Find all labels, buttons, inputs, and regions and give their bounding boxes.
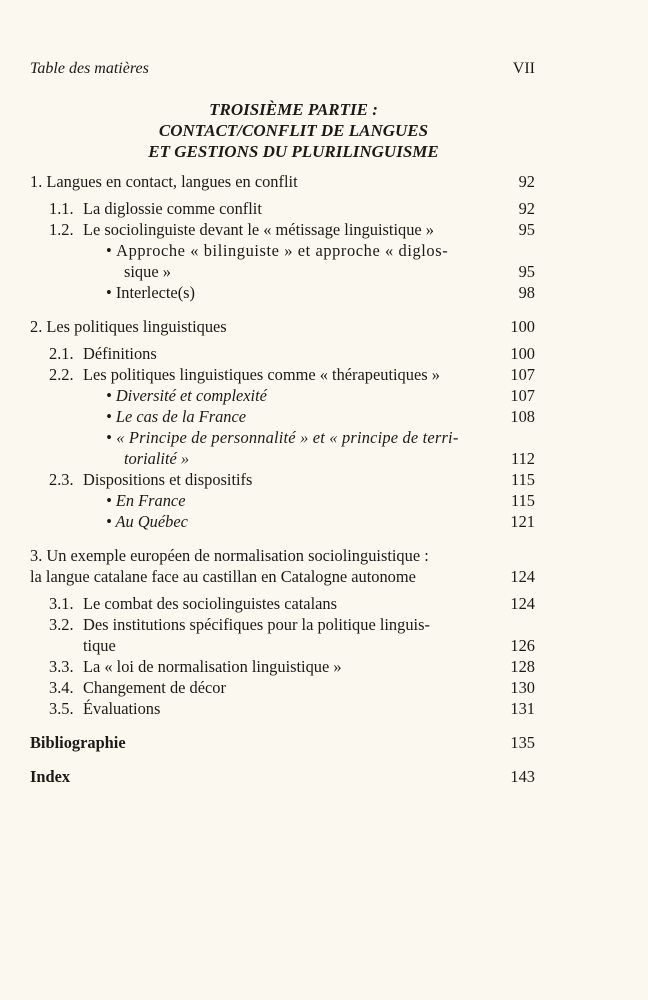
toc-entry-title: 2. Les politiques linguistiques <box>30 317 227 336</box>
toc-bullet-principes <box>30 427 535 448</box>
toc-bullet-au-quebec <box>30 511 535 532</box>
toc-entry-line-2: la langue catalane face au castillan en Catalogne autonome <box>30 567 416 586</box>
toc-section-3-5 <box>30 698 535 719</box>
page-number: VII <box>512 60 535 77</box>
toc-entry-page: 131 <box>510 699 535 718</box>
toc-entry-page: 95 <box>518 220 535 239</box>
toc-entry-line-1: 3. Un exemple européen de normalisation sociolinguistique : <box>30 546 429 565</box>
toc-section-3-3 <box>30 656 535 677</box>
toc-bullet-principes-cont <box>30 448 535 469</box>
toc-entry-page: 107 <box>510 365 535 384</box>
toc-entry-number: 2.1. <box>49 344 74 363</box>
toc-entry-number: 3.2. <box>49 615 74 634</box>
toc-entry-number: 2.3. <box>49 470 74 489</box>
toc-entry-page: 115 <box>511 470 535 489</box>
toc-section-3-4 <box>30 677 535 698</box>
toc-entry-number: 3.5. <box>49 699 74 718</box>
toc-bibliography <box>30 732 535 753</box>
toc-entry-page: 95 <box>518 262 535 281</box>
toc-entry-number: 3.1. <box>49 594 74 613</box>
toc-bullet-en-france <box>30 490 535 511</box>
toc-entry-page: 108 <box>510 407 535 426</box>
toc-entry-page: 128 <box>510 657 535 676</box>
toc-entry-line-2: torialité » <box>124 449 190 468</box>
toc-entry-title: Changement de décor <box>83 678 226 697</box>
toc-entry-number: 2.2. <box>49 365 74 384</box>
toc-bullet-approche <box>30 240 535 261</box>
toc-entry-line-1: • « Principe de personnalité » et « principe de terri- <box>106 428 459 447</box>
toc-entry-title: Le combat des sociolinguistes catalans <box>83 594 337 613</box>
toc-entry-line-1: • Approche « bilinguiste » et approche « diglos- <box>106 241 449 260</box>
part-heading-line-2: CONTACT/CONFLIT DE LANGUES <box>158 121 429 140</box>
toc-bullet-approche-cont <box>30 261 535 282</box>
toc-section-2-3 <box>30 469 535 490</box>
toc-section-3-2 <box>30 614 535 635</box>
toc-entry-title: Évaluations <box>83 699 161 718</box>
toc-chapter-1 <box>30 171 535 192</box>
toc-entry-number: 1.2. <box>49 220 74 239</box>
toc-entry-page: 100 <box>510 317 535 336</box>
toc-section-3-2-cont <box>30 635 535 656</box>
toc-section-2-2 <box>30 364 535 385</box>
toc-entry-title: • En France <box>106 491 186 510</box>
toc-entry-title: • Au Québec <box>106 512 188 531</box>
toc-section-1-1 <box>30 198 535 219</box>
toc-section-3-1 <box>30 593 535 614</box>
table-of-contents <box>30 171 535 787</box>
toc-entry-title: 1. Langues en contact, langues en conflit <box>30 172 298 191</box>
toc-entry-line-2: sique » <box>124 262 171 281</box>
toc-entry-number: 3.4. <box>49 678 74 697</box>
toc-chapter-2 <box>30 316 535 337</box>
toc-bullet-interlectes <box>30 282 535 303</box>
toc-entry-page: 92 <box>518 172 535 191</box>
toc-entry-title: Index <box>30 767 71 786</box>
toc-entry-page: 126 <box>510 636 535 655</box>
toc-entry-page: 107 <box>510 386 535 405</box>
toc-entry-page: 121 <box>510 512 535 531</box>
toc-entry-page: 124 <box>510 594 535 613</box>
toc-chapter-3 <box>30 545 535 566</box>
toc-entry-page: 100 <box>510 344 535 363</box>
toc-bullet-diversite <box>30 385 535 406</box>
toc-entry-number: 3.3. <box>49 657 74 676</box>
toc-entry-title: La « loi de normalisation linguistique » <box>83 657 342 676</box>
toc-entry-line-2: tique <box>83 636 116 655</box>
toc-entry-title: • Diversité et complexité <box>106 386 267 405</box>
toc-index <box>30 766 535 787</box>
toc-entry-page: 112 <box>511 449 535 468</box>
toc-entry-title: • Interlecte(s) <box>106 283 196 302</box>
toc-entry-page: 135 <box>510 733 535 752</box>
toc-entry-line-1: Des institutions spécifiques pour la politique linguis- <box>83 615 430 634</box>
toc-entry-page: 143 <box>510 767 535 786</box>
toc-entry-title: La diglossie comme conflit <box>83 199 262 218</box>
part-heading-line-3: ET GESTIONS DU PLURILINGUISME <box>148 142 439 161</box>
part-heading-line-1: TROISIÈME PARTIE : <box>209 100 378 119</box>
toc-entry-page: 124 <box>510 567 535 586</box>
running-title: Table des matières <box>30 60 149 77</box>
toc-entry-title: Bibliographie <box>30 733 126 752</box>
toc-entry-title: Dispositions et dispositifs <box>83 470 253 489</box>
part-heading <box>30 99 535 162</box>
toc-bullet-cas-france <box>30 406 535 427</box>
toc-section-2-1 <box>30 343 535 364</box>
toc-entry-page: 98 <box>518 283 535 302</box>
toc-chapter-3-cont <box>30 566 535 587</box>
toc-entry-number: 1.1. <box>49 199 74 218</box>
toc-entry-page: 130 <box>510 678 535 697</box>
toc-section-1-2 <box>30 219 535 240</box>
toc-entry-title: Le sociolinguiste devant le « métissage linguistique » <box>83 220 434 239</box>
toc-entry-page: 92 <box>518 199 535 218</box>
toc-entry-title: • Le cas de la France <box>106 407 247 426</box>
toc-entry-page: 115 <box>511 491 535 510</box>
toc-entry-title: Les politiques linguistiques comme « thérapeutiques » <box>83 365 440 384</box>
toc-entry-title: Définitions <box>83 344 157 363</box>
